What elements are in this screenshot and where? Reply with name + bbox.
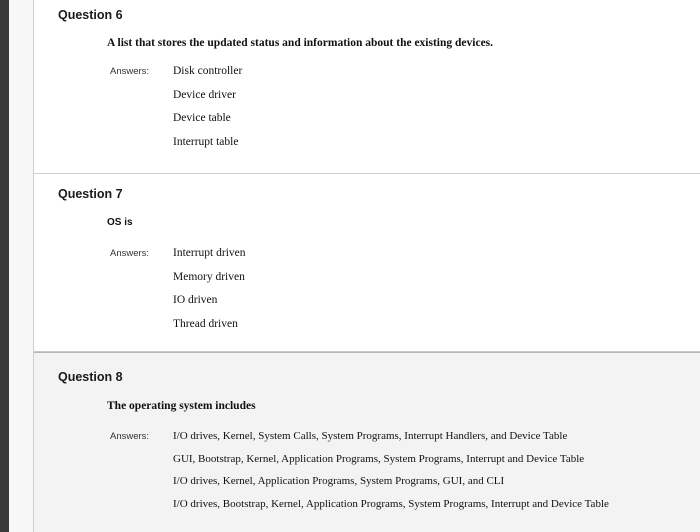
answer-option[interactable]: IO driven (173, 294, 218, 306)
answer-option[interactable]: Thread driven (173, 317, 238, 330)
answer-option[interactable]: Device driver (173, 88, 236, 101)
question-title: Question 6 (58, 8, 123, 22)
answer-option[interactable]: Memory driven (173, 270, 245, 283)
answer-options (173, 64, 242, 158)
question-title: Question 7 (58, 187, 123, 201)
question-7-panel (33, 174, 700, 352)
question-text: A list that stores the updated status and information about the existing devices. (107, 37, 494, 49)
question-text: The operating system includes (107, 400, 256, 412)
question-6-panel (33, 0, 700, 174)
answer-option[interactable]: I/O drives, Bootstrap, Kernel, Application Programs, System Programs, Interrupt and Device Table (173, 497, 609, 510)
answers-label: Answers: (110, 66, 150, 77)
answer-option[interactable]: Interrupt driven (173, 247, 246, 259)
question-8-panel (33, 352, 700, 532)
window-left-edge (0, 0, 9, 532)
answer-option[interactable]: I/O drives, Kernel, System Calls, System Programs, Interrupt Handlers, and Device Table (173, 430, 568, 442)
question-text: OS is (107, 217, 133, 228)
answer-option[interactable]: Disk controller (173, 65, 243, 77)
answers-label: Answers: (110, 431, 150, 442)
answer-option[interactable]: Interrupt table (173, 135, 239, 148)
question-title: Question 8 (58, 370, 123, 384)
answer-options (173, 246, 246, 340)
answer-options (173, 429, 609, 519)
answer-option[interactable]: Device table (173, 112, 231, 124)
answer-option[interactable]: GUI, Bootstrap, Kernel, Application Programs, System Programs, Interrupt and Device Table (173, 452, 585, 465)
answers-label: Answers: (110, 248, 150, 259)
answer-option[interactable]: I/O drives, Kernel, Application Programs, System Programs, GUI, and CLI (173, 475, 505, 487)
